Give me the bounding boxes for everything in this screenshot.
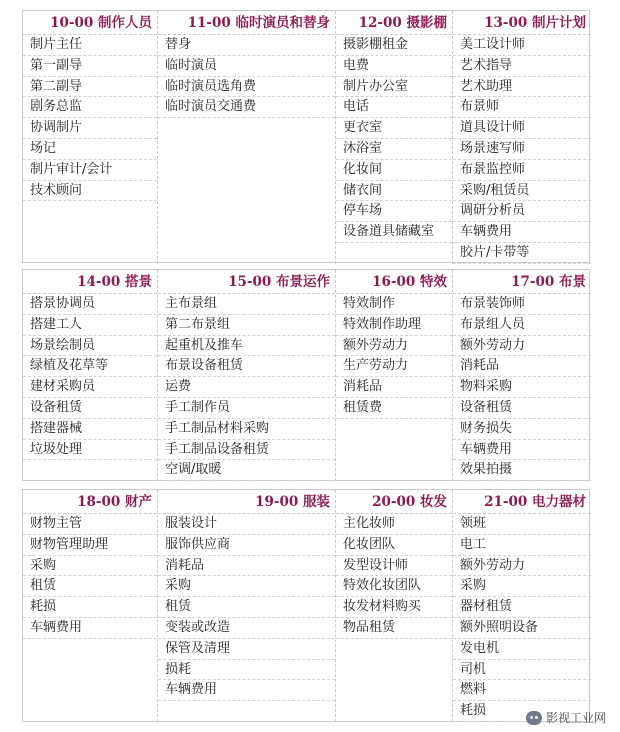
- column-header: 20-00 妆发: [336, 490, 452, 514]
- line-item: 领班: [453, 514, 591, 535]
- line-item: 搭建工人: [23, 315, 157, 336]
- line-item: 额外照明设备: [453, 618, 591, 639]
- line-item: 采购: [158, 576, 335, 597]
- line-item: 第二布景组: [158, 315, 335, 336]
- line-item: 协调制片: [23, 118, 157, 139]
- line-item: 手工制作员: [158, 398, 335, 419]
- line-item: 起重机及推车: [158, 336, 335, 357]
- line-item: 损耗: [158, 660, 335, 681]
- line-item: 胶片/卡带等: [453, 243, 591, 264]
- budget-column: [23, 11, 157, 264]
- column-header: 13-00 制片计划: [453, 11, 591, 35]
- budget-column: [335, 11, 452, 264]
- line-item: 替身: [158, 35, 335, 56]
- budget-column: [23, 490, 157, 722]
- line-item: 发电机: [453, 639, 591, 660]
- line-item: 额外劳动力: [453, 336, 591, 357]
- line-item: 化妆团队: [336, 535, 452, 556]
- budget-section-2: [22, 269, 590, 481]
- line-item: 技术顾问: [23, 181, 157, 202]
- budget-column: [157, 490, 335, 722]
- column-header: 21-00 电力器材: [453, 490, 591, 514]
- line-item: 妆发材料购买: [336, 597, 452, 618]
- line-item: 车辆费用: [453, 222, 591, 243]
- line-item: 服装设计: [158, 514, 335, 535]
- line-item: 美工设计师: [453, 35, 591, 56]
- line-item: 燃料: [453, 680, 591, 701]
- line-item: 临时演员: [158, 56, 335, 77]
- line-item: 调研分析员: [453, 201, 591, 222]
- column-header: 19-00 服装: [158, 490, 335, 514]
- line-item: 设备租赁: [23, 398, 157, 419]
- line-item: 布景设备租赁: [158, 356, 335, 377]
- line-item: 沐浴室: [336, 139, 452, 160]
- line-item: 物料采购: [453, 377, 591, 398]
- line-item: 消耗品: [336, 377, 452, 398]
- line-item: 主化妆师: [336, 514, 452, 535]
- line-item: 物品租赁: [336, 618, 452, 639]
- line-item: 手工制品材料采购: [158, 419, 335, 440]
- line-item: 设备道具储藏室: [336, 222, 452, 243]
- line-item: 摄影棚租金: [336, 35, 452, 56]
- column-header: 11-00 临时演员和替身: [158, 11, 335, 35]
- line-item: 采购: [23, 556, 157, 577]
- line-item: 制片审计/会计: [23, 160, 157, 181]
- line-item: 主布景组: [158, 294, 335, 315]
- line-item: 消耗品: [158, 556, 335, 577]
- line-item: 服饰供应商: [158, 535, 335, 556]
- line-item: 电费: [336, 56, 452, 77]
- line-item: 效果拍摄: [453, 460, 591, 481]
- line-item: 租赁: [158, 597, 335, 618]
- line-item: 手工制品设备租赁: [158, 440, 335, 461]
- line-item: 制片办公室: [336, 77, 452, 98]
- line-item: 搭建器械: [23, 419, 157, 440]
- column-header: 10-00 制作人员: [23, 11, 157, 35]
- line-item: 财物管理助理: [23, 535, 157, 556]
- column-header: 14-00 搭景: [23, 270, 157, 294]
- line-item: 布景监控师: [453, 160, 591, 181]
- line-item: 临时演员交通费: [158, 97, 335, 118]
- line-item: 剧务总监: [23, 97, 157, 118]
- line-item: 道具设计师: [453, 118, 591, 139]
- line-item: 艺术助理: [453, 77, 591, 98]
- line-item: 运费: [158, 377, 335, 398]
- column-header: 16-00 特效: [336, 270, 452, 294]
- column-header: 17-00 布景: [453, 270, 591, 294]
- line-item: 第二副导: [23, 77, 157, 98]
- line-item: 艺术指导: [453, 56, 591, 77]
- line-item: 租赁: [23, 576, 157, 597]
- budget-column: [335, 270, 452, 481]
- line-item: 空调/取暖: [158, 460, 335, 481]
- line-item: 特效化妆团队: [336, 576, 452, 597]
- line-item: 车辆费用: [453, 440, 591, 461]
- line-item: 场景速写师: [453, 139, 591, 160]
- line-item: 建材采购员: [23, 377, 157, 398]
- line-item: 制片主任: [23, 35, 157, 56]
- line-item: 第一副导: [23, 56, 157, 77]
- line-item: 采购: [453, 576, 591, 597]
- budget-column: [157, 11, 335, 264]
- line-item: 更衣室: [336, 118, 452, 139]
- line-item: 车辆费用: [158, 680, 335, 701]
- budget-section-1: [22, 10, 590, 263]
- watermark: [526, 709, 606, 726]
- line-item: 停车场: [336, 201, 452, 222]
- line-item: 采购/租赁员: [453, 181, 591, 202]
- line-item: 额外劳动力: [453, 556, 591, 577]
- line-item: 搭景协调员: [23, 294, 157, 315]
- budget-section-3: [22, 489, 590, 722]
- line-item: 特效制作助理: [336, 315, 452, 336]
- line-item: 储衣间: [336, 181, 452, 202]
- budget-column: [452, 270, 591, 481]
- line-item: 绿植及花草等: [23, 356, 157, 377]
- line-item: 场记: [23, 139, 157, 160]
- line-item: 额外劳动力: [336, 336, 452, 357]
- chat-bubble-icon: [526, 711, 542, 725]
- line-item: 财物主管: [23, 514, 157, 535]
- budget-column: [452, 490, 591, 722]
- budget-column: [23, 270, 157, 481]
- line-item: 化妆间: [336, 160, 452, 181]
- column-header: 15-00 布景运作: [158, 270, 335, 294]
- line-item: 发型设计师: [336, 556, 452, 577]
- budget-column: [452, 11, 591, 264]
- line-item: 布景装饰师: [453, 294, 591, 315]
- line-item: 设备租赁: [453, 398, 591, 419]
- line-item: 保管及清理: [158, 639, 335, 660]
- line-item: 布景组人员: [453, 315, 591, 336]
- line-item: 财务损失: [453, 419, 591, 440]
- line-item: 租赁费: [336, 398, 452, 419]
- watermark-text: 影视工业网: [545, 711, 606, 725]
- line-item: 布景师: [453, 97, 591, 118]
- line-item: 器材租赁: [453, 597, 591, 618]
- column-header: 12-00 摄影棚: [336, 11, 452, 35]
- budget-column: [157, 270, 335, 481]
- line-item: 电话: [336, 97, 452, 118]
- column-header: 18-00 财产: [23, 490, 157, 514]
- line-item: 垃圾处理: [23, 440, 157, 461]
- line-item: 变装或改造: [158, 618, 335, 639]
- line-item: 耗损: [453, 701, 591, 722]
- budget-column: [335, 490, 452, 722]
- line-item: 电工: [453, 535, 591, 556]
- line-item: 司机: [453, 660, 591, 681]
- line-item: 消耗品: [453, 356, 591, 377]
- line-item: 生产劳动力: [336, 356, 452, 377]
- line-item: 特效制作: [336, 294, 452, 315]
- line-item: 场景绘制员: [23, 336, 157, 357]
- line-item: 车辆费用: [23, 618, 157, 639]
- line-item: 临时演员选角费: [158, 77, 335, 98]
- line-item: 耗损: [23, 597, 157, 618]
